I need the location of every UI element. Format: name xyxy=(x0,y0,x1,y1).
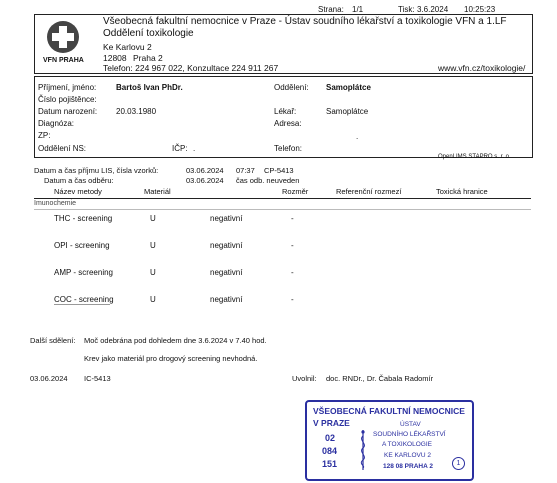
logo-caption: VFN PRAHA xyxy=(43,57,84,64)
footer-ic: IC-5413 xyxy=(84,374,111,383)
col-method-header: Název metody xyxy=(54,187,102,196)
doctor-value: Samoplátce xyxy=(326,107,369,116)
icp-label: IČP: xyxy=(172,144,188,153)
doctor-label: Lékař: xyxy=(274,107,297,116)
released-label: Uvolnil: xyxy=(292,374,317,383)
row-method: COC - screening xyxy=(54,295,114,304)
row-range: - xyxy=(291,214,294,223)
row-method: AMP - screening xyxy=(54,268,113,277)
caduceus-icon xyxy=(357,428,369,472)
stamp-code2: 084 xyxy=(322,446,338,456)
collected-time-label: čas odb. neuveden xyxy=(236,176,300,185)
address-zip: 12808 xyxy=(103,53,127,63)
stamp-dept4: KE KARLOVU 2 xyxy=(384,452,431,459)
row-material: U xyxy=(150,214,156,223)
stamp-dept1: ÚSTAV xyxy=(400,421,421,428)
hospital-title: Všeobecná fakultní nemocnice v Praze - Ústav soudního lékařství a toxikologie VFN a 1.LF xyxy=(103,16,507,27)
stamp-code3: 151 xyxy=(322,459,338,469)
strana-value: 1/1 xyxy=(352,5,364,14)
patient-name-label: Příjmení, jméno: xyxy=(38,83,97,92)
row-result: negativní xyxy=(210,214,243,223)
table-header-rule xyxy=(34,198,531,199)
section-rule xyxy=(34,209,531,210)
icp-value: . xyxy=(193,144,196,153)
insurance-no-label: Číslo pojištěnce: xyxy=(38,95,97,104)
received-date: 03.06.2024 xyxy=(186,166,224,175)
sample-id: CP-5413 xyxy=(264,166,294,175)
row-material: U xyxy=(150,268,156,277)
address-street: Ke Karlovu 2 xyxy=(103,42,152,52)
address-value: . xyxy=(356,132,359,141)
notes-line1: Moč odebrána pod dohledem dne 3.6.2024 v 7.40 hod. xyxy=(84,336,267,345)
col-range-header: Rozměr xyxy=(282,187,309,196)
collected-date: 03.06.2024 xyxy=(186,176,224,185)
row-range: - xyxy=(291,295,294,304)
stamp-dept3: A TOXIKOLOGIE xyxy=(382,441,432,448)
row-result: negativní xyxy=(210,268,243,277)
stamp-code1: 02 xyxy=(325,433,336,443)
department-title: Oddělení toxikologie xyxy=(103,28,194,39)
row-range: - xyxy=(291,241,294,250)
received-label: Datum a čas příjmu LIS, čísla vzorků: xyxy=(34,166,159,175)
dept-label: Oddělení: xyxy=(274,83,309,92)
stamp-line1: VŠEOBECNÁ FAKULTNÍ NEMOCNICE xyxy=(313,406,465,416)
tisk-time: 10:25:23 xyxy=(464,5,496,14)
row-range: - xyxy=(291,268,294,277)
row-result: negativní xyxy=(210,295,243,304)
strana-label: Strana: xyxy=(318,5,344,14)
tisk-date: 3.6.2024 xyxy=(417,5,449,14)
col-reference-header: Referenční rozmezí xyxy=(336,187,402,196)
hospital-stamp xyxy=(305,400,474,481)
header-website: www.vfn.cz/toxikologie/ xyxy=(438,63,526,73)
header-phone: Telefon: 224 967 022, Konzultace 224 911 267 xyxy=(103,63,279,73)
released-by: doc. RNDr., Dr. Čabala Radomír xyxy=(326,374,434,383)
row-material: U xyxy=(150,295,156,304)
table-end-rule xyxy=(54,304,110,305)
received-time: 07:37 xyxy=(236,166,255,175)
stamp-dept5: 128 08 PRAHA 2 xyxy=(383,463,433,470)
dept-value: Samoplátce xyxy=(326,83,371,92)
row-material: U xyxy=(150,241,156,250)
notes-line2: Krev jako materiál pro drogový screening nevhodná. xyxy=(84,354,258,363)
hospital-cross-icon xyxy=(46,20,80,54)
row-method: THC - screening xyxy=(54,214,113,223)
collected-label: Datum a čas odběru: xyxy=(44,176,114,185)
dob-value: 20.03.1980 xyxy=(116,107,157,116)
row-method: OPI - screening xyxy=(54,241,110,250)
stamp-dept2: SOUDNÍHO LÉKAŘSTVÍ xyxy=(373,431,446,438)
address-label: Adresa: xyxy=(274,119,302,128)
stamp-circle-number: 1 xyxy=(456,460,461,467)
section-label: Imunochemie xyxy=(34,200,77,207)
stamp-circle xyxy=(452,457,465,470)
footer-date: 03.06.2024 xyxy=(30,374,68,383)
notes-label: Další sdělení: xyxy=(30,336,76,345)
vfn-logo xyxy=(46,20,80,54)
col-toxic-header: Toxická hranice xyxy=(436,187,488,196)
department-ns-label: Oddělení NS: xyxy=(38,144,87,153)
address-city: Praha 2 xyxy=(133,53,163,63)
col-material-header: Materiál xyxy=(144,187,171,196)
diagnosis-label: Diagnóza: xyxy=(38,119,75,128)
patient-phone-label: Telefon: xyxy=(274,144,303,153)
row-result: negativní xyxy=(210,241,243,250)
stamp-line2: V PRAZE xyxy=(313,418,350,428)
zp-label: ZP: xyxy=(38,131,51,140)
dob-label: Datum narození: xyxy=(38,107,98,116)
tisk-label: Tisk: xyxy=(398,5,415,14)
patient-name-value: Bartoš Ivan PhDr. xyxy=(116,83,183,92)
system-label: OpenLIMS STAPRO s. r. o. xyxy=(438,154,511,160)
